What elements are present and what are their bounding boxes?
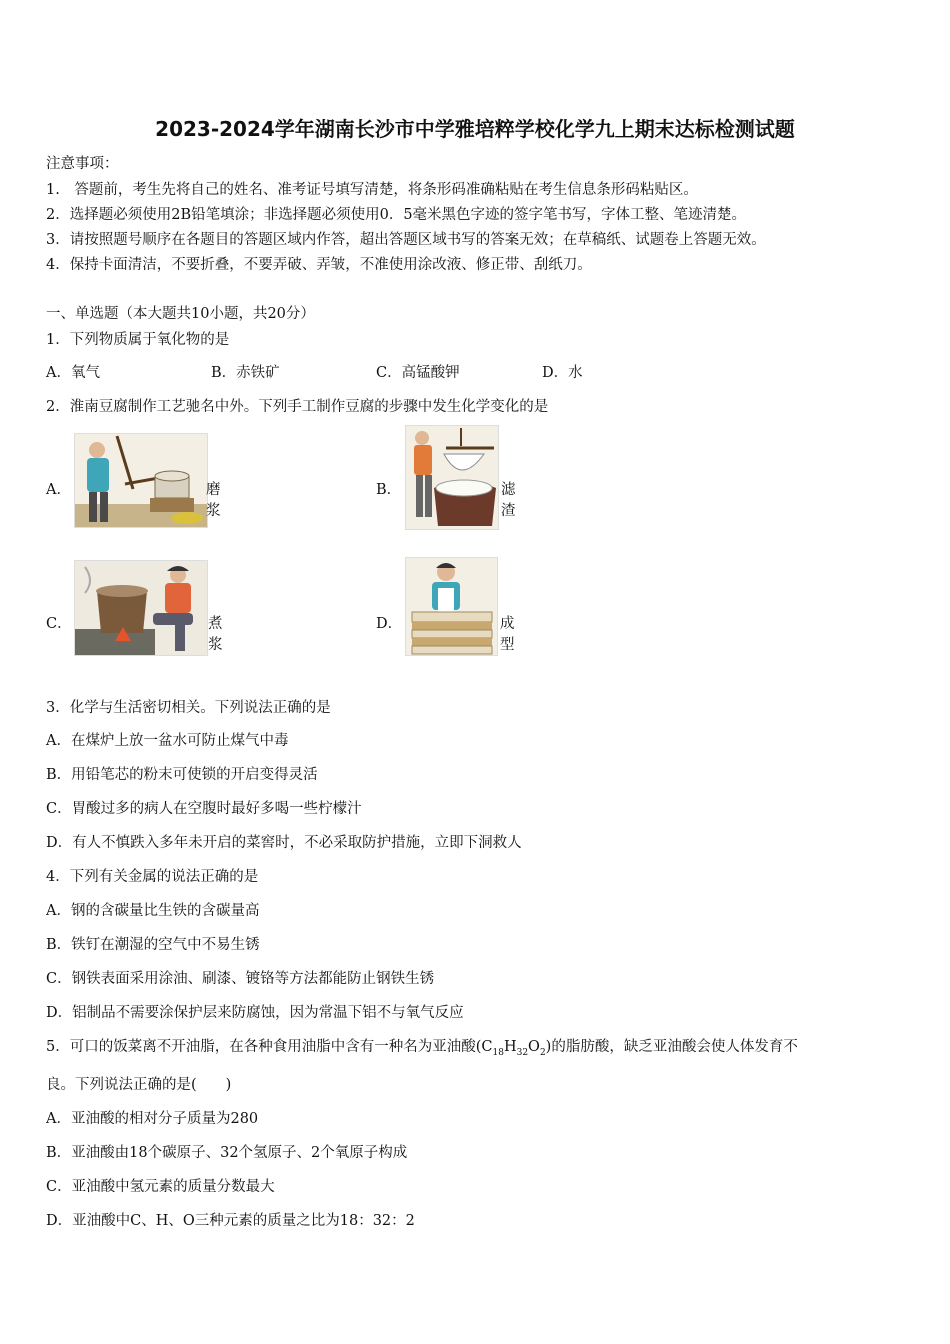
question-1-stem: 1．下列物质属于氧化物的是 bbox=[46, 332, 230, 348]
q2-option-d-label: 成型 bbox=[500, 616, 515, 653]
q5-option-b[interactable]: B．亚油酸由18个碳原子、32个氢原子、2个氧原子构成 bbox=[46, 1145, 408, 1161]
q3-option-a[interactable]: A．在煤炉上放一盆水可防止煤气中毒 bbox=[46, 733, 289, 749]
note-item-4: 4．保持卡面清洁，不要折叠，不要弄破、弄皱，不准使用涂改液、修正带、刮纸刀。 bbox=[46, 257, 592, 273]
q1-option-a[interactable]: A．氧气 bbox=[46, 365, 100, 381]
q5-sub-o: 2 bbox=[539, 1047, 546, 1058]
shaping-illustration bbox=[405, 557, 498, 656]
q2-option-a-letter: A． bbox=[46, 482, 71, 498]
q2-option-b-label: 滤渣 bbox=[501, 482, 516, 519]
grinding-illustration bbox=[74, 433, 208, 528]
q5-option-c[interactable]: C．亚油酸中氢元素的质量分数最大 bbox=[46, 1179, 275, 1195]
note-item-1: 1. 答题前，考生先将自己的姓名、准考证号填写清楚，将条形码准确粘贴在考生信息条形码粘贴区。 bbox=[46, 182, 698, 198]
exam-title: 2023-2024学年湖南长沙市中学雅培粹学校化学九上期末达标检测试题 bbox=[155, 117, 795, 141]
q5-o: O bbox=[528, 1039, 540, 1055]
boiling-illustration bbox=[74, 560, 208, 656]
question-4-stem: 4．下列有关金属的说法正确的是 bbox=[46, 869, 259, 885]
q5-stem-post: )的脂肪酸，缺乏亚油酸会使人体发育不 bbox=[545, 1039, 798, 1055]
q2-option-a-label: 磨浆 bbox=[206, 482, 221, 519]
q2-option-b-letter: B． bbox=[376, 482, 402, 498]
q5-option-d[interactable]: D．亚油酸中C、H、O三种元素的质量之比为18：32：2 bbox=[46, 1213, 415, 1229]
note-item-2: 2．选择题必须使用2B铅笔填涂；非选择题必须使用0．5毫米黑色字迹的签字笔书写，字体工整、笔迹清楚。 bbox=[46, 207, 747, 223]
section-heading: 一、单选题（本大题共10小题，共20分） bbox=[46, 306, 315, 322]
q1-option-c[interactable]: C．高锰酸钾 bbox=[376, 365, 460, 381]
q4-option-d[interactable]: D．铝制品不需要涂保护层来防腐蚀，因为常温下铝不与氧气反应 bbox=[46, 1005, 464, 1021]
q5-sub-h: 32 bbox=[516, 1047, 529, 1058]
q3-option-c[interactable]: C．胃酸过多的病人在空腹时最好多喝一些柠檬汁 bbox=[46, 801, 362, 817]
q5-sub-c: 18 bbox=[492, 1047, 504, 1058]
q2-option-c-label: 煮浆 bbox=[208, 616, 223, 653]
question-2-stem: 2．淮南豆腐制作工艺驰名中外。下列手工制作豆腐的步骤中发生化学变化的是 bbox=[46, 399, 549, 415]
q4-option-a[interactable]: A．钢的含碳量比生铁的含碳量高 bbox=[46, 903, 260, 919]
q1-option-b[interactable]: B．赤铁矿 bbox=[211, 365, 280, 381]
q5-option-a[interactable]: A．亚油酸的相对分子质量为280 bbox=[46, 1111, 259, 1127]
q3-option-d[interactable]: D．有人不慎跌入多年未开启的菜窖时，不必采取防护措施，立即下洞救人 bbox=[46, 835, 522, 851]
q4-option-c[interactable]: C．钢铁表面采用涂油、刷漆、镀铬等方法都能防止钢铁生锈 bbox=[46, 971, 435, 987]
notes-heading: 注意事项： bbox=[46, 156, 119, 172]
q4-option-b[interactable]: B．铁钉在潮湿的空气中不易生锈 bbox=[46, 937, 260, 953]
q5-h: H bbox=[503, 1039, 517, 1055]
filtering-illustration bbox=[405, 425, 499, 530]
q2-option-c-letter: C． bbox=[46, 616, 72, 632]
question-5-stem-line2: 良。下列说法正确的是( ) bbox=[46, 1077, 232, 1093]
q5-stem-pre: 5．可口的饭菜离不开油脂，在各种食用油脂中含有一种名为亚油酸(C bbox=[46, 1039, 493, 1055]
note-item-3: 3．请按照题号顺序在各题目的答题区域内作答，超出答题区域书写的答案无效；在草稿纸、试题卷上答题无效。 bbox=[46, 232, 766, 248]
q3-option-b[interactable]: B．用铅笔芯的粉末可使锁的开启变得灵活 bbox=[46, 767, 318, 783]
question-3-stem: 3．化学与生活密切相关。下列说法正确的是 bbox=[46, 700, 331, 716]
q2-option-d-letter: D． bbox=[376, 616, 403, 632]
q1-option-d[interactable]: D．水 bbox=[542, 365, 583, 381]
question-5-stem bbox=[46, 1035, 798, 1058]
